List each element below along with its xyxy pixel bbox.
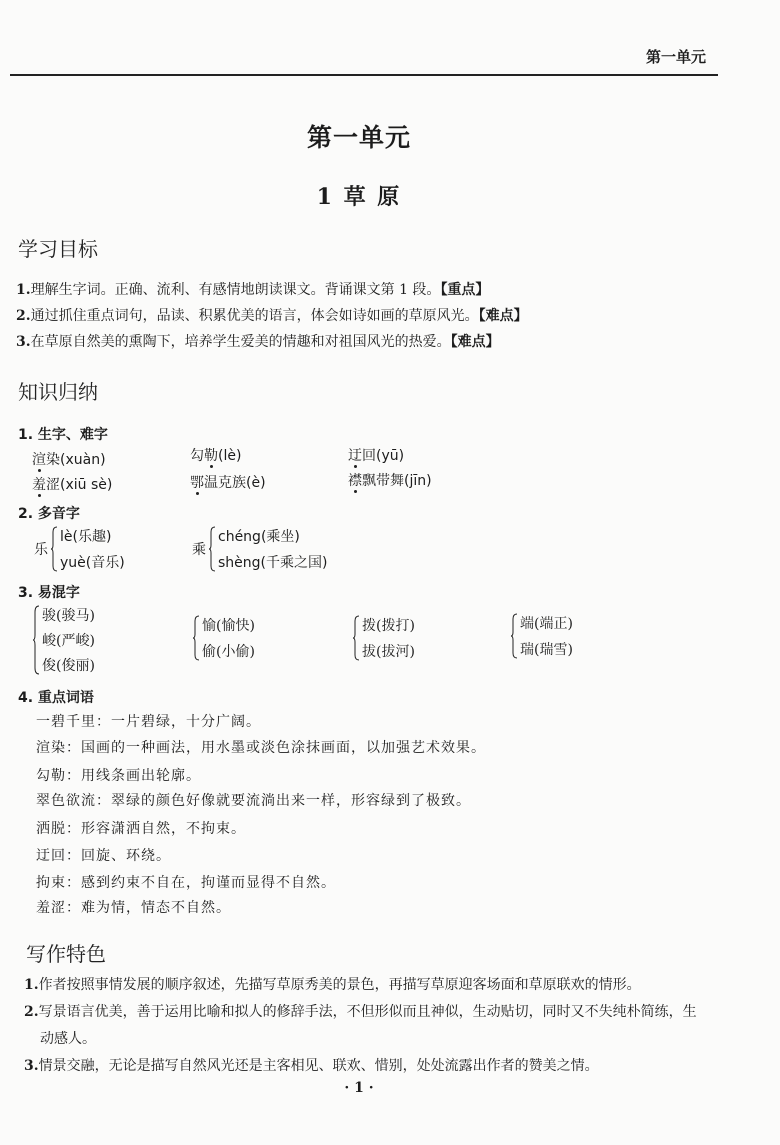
char-pinyin: (lè) <box>218 448 242 464</box>
running-header: 第一单元 <box>645 48 706 66</box>
char-pinyin: (yū) <box>376 448 405 464</box>
vocab-item: 勾勒：用线条画出轮廓。 <box>36 768 201 784</box>
confusable-item: 偷(小偷) <box>202 644 255 660</box>
writing-text: 写景语言优美，善于运用比喻和拟人的修辞手法，不但形似而且神似，生动贴切，同时又不失纯朴简练，生 <box>38 1004 697 1020</box>
polyphone-group-le <box>34 524 125 574</box>
goal-number: 3. <box>16 334 31 350</box>
confusable-item: 拔(拔河) <box>362 644 415 660</box>
subsection-title-characters: 1. 生字、难字 <box>18 427 108 443</box>
writing-number: 2. <box>24 1004 39 1020</box>
polyphone-reading: yuè(音乐) <box>60 555 125 571</box>
confusable-item: 骏(骏马) <box>42 608 95 624</box>
confusable-item: 端(端正) <box>520 616 573 632</box>
goal-item-3 <box>16 331 500 351</box>
brace-icon <box>192 615 200 661</box>
section-heading-knowledge: 知识归纳 <box>18 380 98 404</box>
vocab-item: 羞涩：难为情，情态不自然。 <box>36 900 231 916</box>
page-number: · 1 · <box>344 1080 374 1096</box>
section-heading-writing: 写作特色 <box>26 942 106 966</box>
vocab-item: 一碧千里：一片碧绿，十分广阔。 <box>36 714 261 730</box>
char-pinyin: (jīn) <box>404 473 432 489</box>
goal-item-1 <box>16 279 489 299</box>
char-pre: 勾 <box>190 448 204 464</box>
char-dotted: 渲 <box>32 452 46 468</box>
goal-number: 2. <box>16 308 31 324</box>
vocab-item: 迂回：回旋、环绕。 <box>36 848 171 864</box>
char-item <box>348 445 404 465</box>
goal-tag: 【难点】 <box>450 334 500 350</box>
brace-icon <box>208 526 216 572</box>
vocab-item: 洒脱：形容潇洒自然，不拘束。 <box>36 821 246 837</box>
char-post: 温克族 <box>204 475 246 491</box>
char-post: 染 <box>46 452 60 468</box>
section-heading-goals: 学习目标 <box>18 237 98 261</box>
polyphone-char: 乐 <box>34 542 48 558</box>
writing-number: 1. <box>24 977 39 993</box>
brace-icon <box>50 526 58 572</box>
goal-number: 1. <box>16 282 31 298</box>
subsection-title-key-words: 4. 重点词语 <box>18 690 94 706</box>
char-item <box>32 449 106 469</box>
brace-icon <box>32 605 40 675</box>
goal-item-2 <box>16 305 528 325</box>
char-pinyin: (xiū sè) <box>60 477 113 493</box>
confusable-group-bo <box>350 614 415 662</box>
goal-tag: 【重点】 <box>440 282 490 298</box>
char-item <box>348 470 432 490</box>
vocab-item: 渲染：国画的一种画法，用水墨或淡色涂抹画面，以加强艺术效果。 <box>36 740 486 756</box>
writing-number: 3. <box>24 1058 39 1074</box>
goal-text: 在草原自然美的熏陶下，培养学生爱美的情趣和对祖国风光的热爱。 <box>30 334 451 350</box>
char-dotted: 襟 <box>348 473 362 489</box>
char-item <box>32 474 112 494</box>
subsection-title-confusables: 3. 易混字 <box>18 585 80 601</box>
confusable-group-jun <box>30 604 95 676</box>
subsection-title-polyphones: 2. 多音字 <box>18 506 80 522</box>
unit-title: 第一单元 <box>306 123 411 152</box>
confusable-item: 峻(严峻) <box>42 633 95 649</box>
writing-item-2-continued: 动感人。 <box>40 1031 96 1047</box>
char-item <box>190 445 241 465</box>
writing-text: 情景交融，无论是描写自然风光还是主客相见、联欢、惜别，处处流露出作者的赞美之情。 <box>38 1058 599 1074</box>
writing-text: 作者按照事情发展的顺序叙述，先描写草原秀美的景色，再描写草原迎客场面和草原联欢的情形。 <box>38 977 641 993</box>
goal-text: 理解生字词。正确、流利、有感情地朗读课文。背诵课文第 1 段。 <box>30 282 441 298</box>
writing-item-3 <box>24 1055 599 1075</box>
char-post: 涩 <box>46 477 60 493</box>
char-item <box>190 472 266 492</box>
char-dotted: 勒 <box>204 448 218 464</box>
polyphone-reading: lè(乐趣) <box>60 529 112 545</box>
polyphone-reading: chéng(乘坐) <box>218 529 300 545</box>
confusable-group-duan <box>508 612 573 660</box>
goal-text: 通过抓住重点词句，品读、积累优美的语言，体会如诗如画的草原风光。 <box>30 308 479 324</box>
char-post: 飘带舞 <box>362 473 404 489</box>
char-pinyin: (xuàn) <box>60 452 106 468</box>
confusable-item: 愉(愉快) <box>202 618 255 634</box>
char-post: 回 <box>362 448 376 464</box>
char-pinyin: (è) <box>246 475 266 491</box>
vocab-item: 翠色欲流：翠绿的颜色好像就要流淌出来一样，形容绿到了极致。 <box>36 793 471 809</box>
confusable-item: 拨(拨打) <box>362 618 415 634</box>
goal-tag: 【难点】 <box>478 308 528 324</box>
brace-icon <box>352 615 360 661</box>
writing-item-2 <box>24 1001 697 1021</box>
polyphone-char: 乘 <box>192 542 206 558</box>
char-dotted: 羞 <box>32 477 46 493</box>
confusable-item: 俊(俊丽) <box>42 658 95 674</box>
vocab-item: 拘束：感到约束不自在，拘谨而显得不自然。 <box>36 875 336 891</box>
polyphone-reading: shèng(千乘之国) <box>218 555 328 571</box>
confusable-group-yu <box>190 614 255 662</box>
char-dotted: 鄂 <box>190 475 204 491</box>
header-rule <box>10 74 718 76</box>
writing-item-1 <box>24 974 641 994</box>
confusable-item: 瑞(瑞雪) <box>520 642 573 658</box>
lesson-title: 1 草 原 <box>316 184 402 210</box>
brace-icon <box>510 613 518 659</box>
polyphone-group-cheng <box>192 524 327 574</box>
char-dotted: 迂 <box>348 448 362 464</box>
